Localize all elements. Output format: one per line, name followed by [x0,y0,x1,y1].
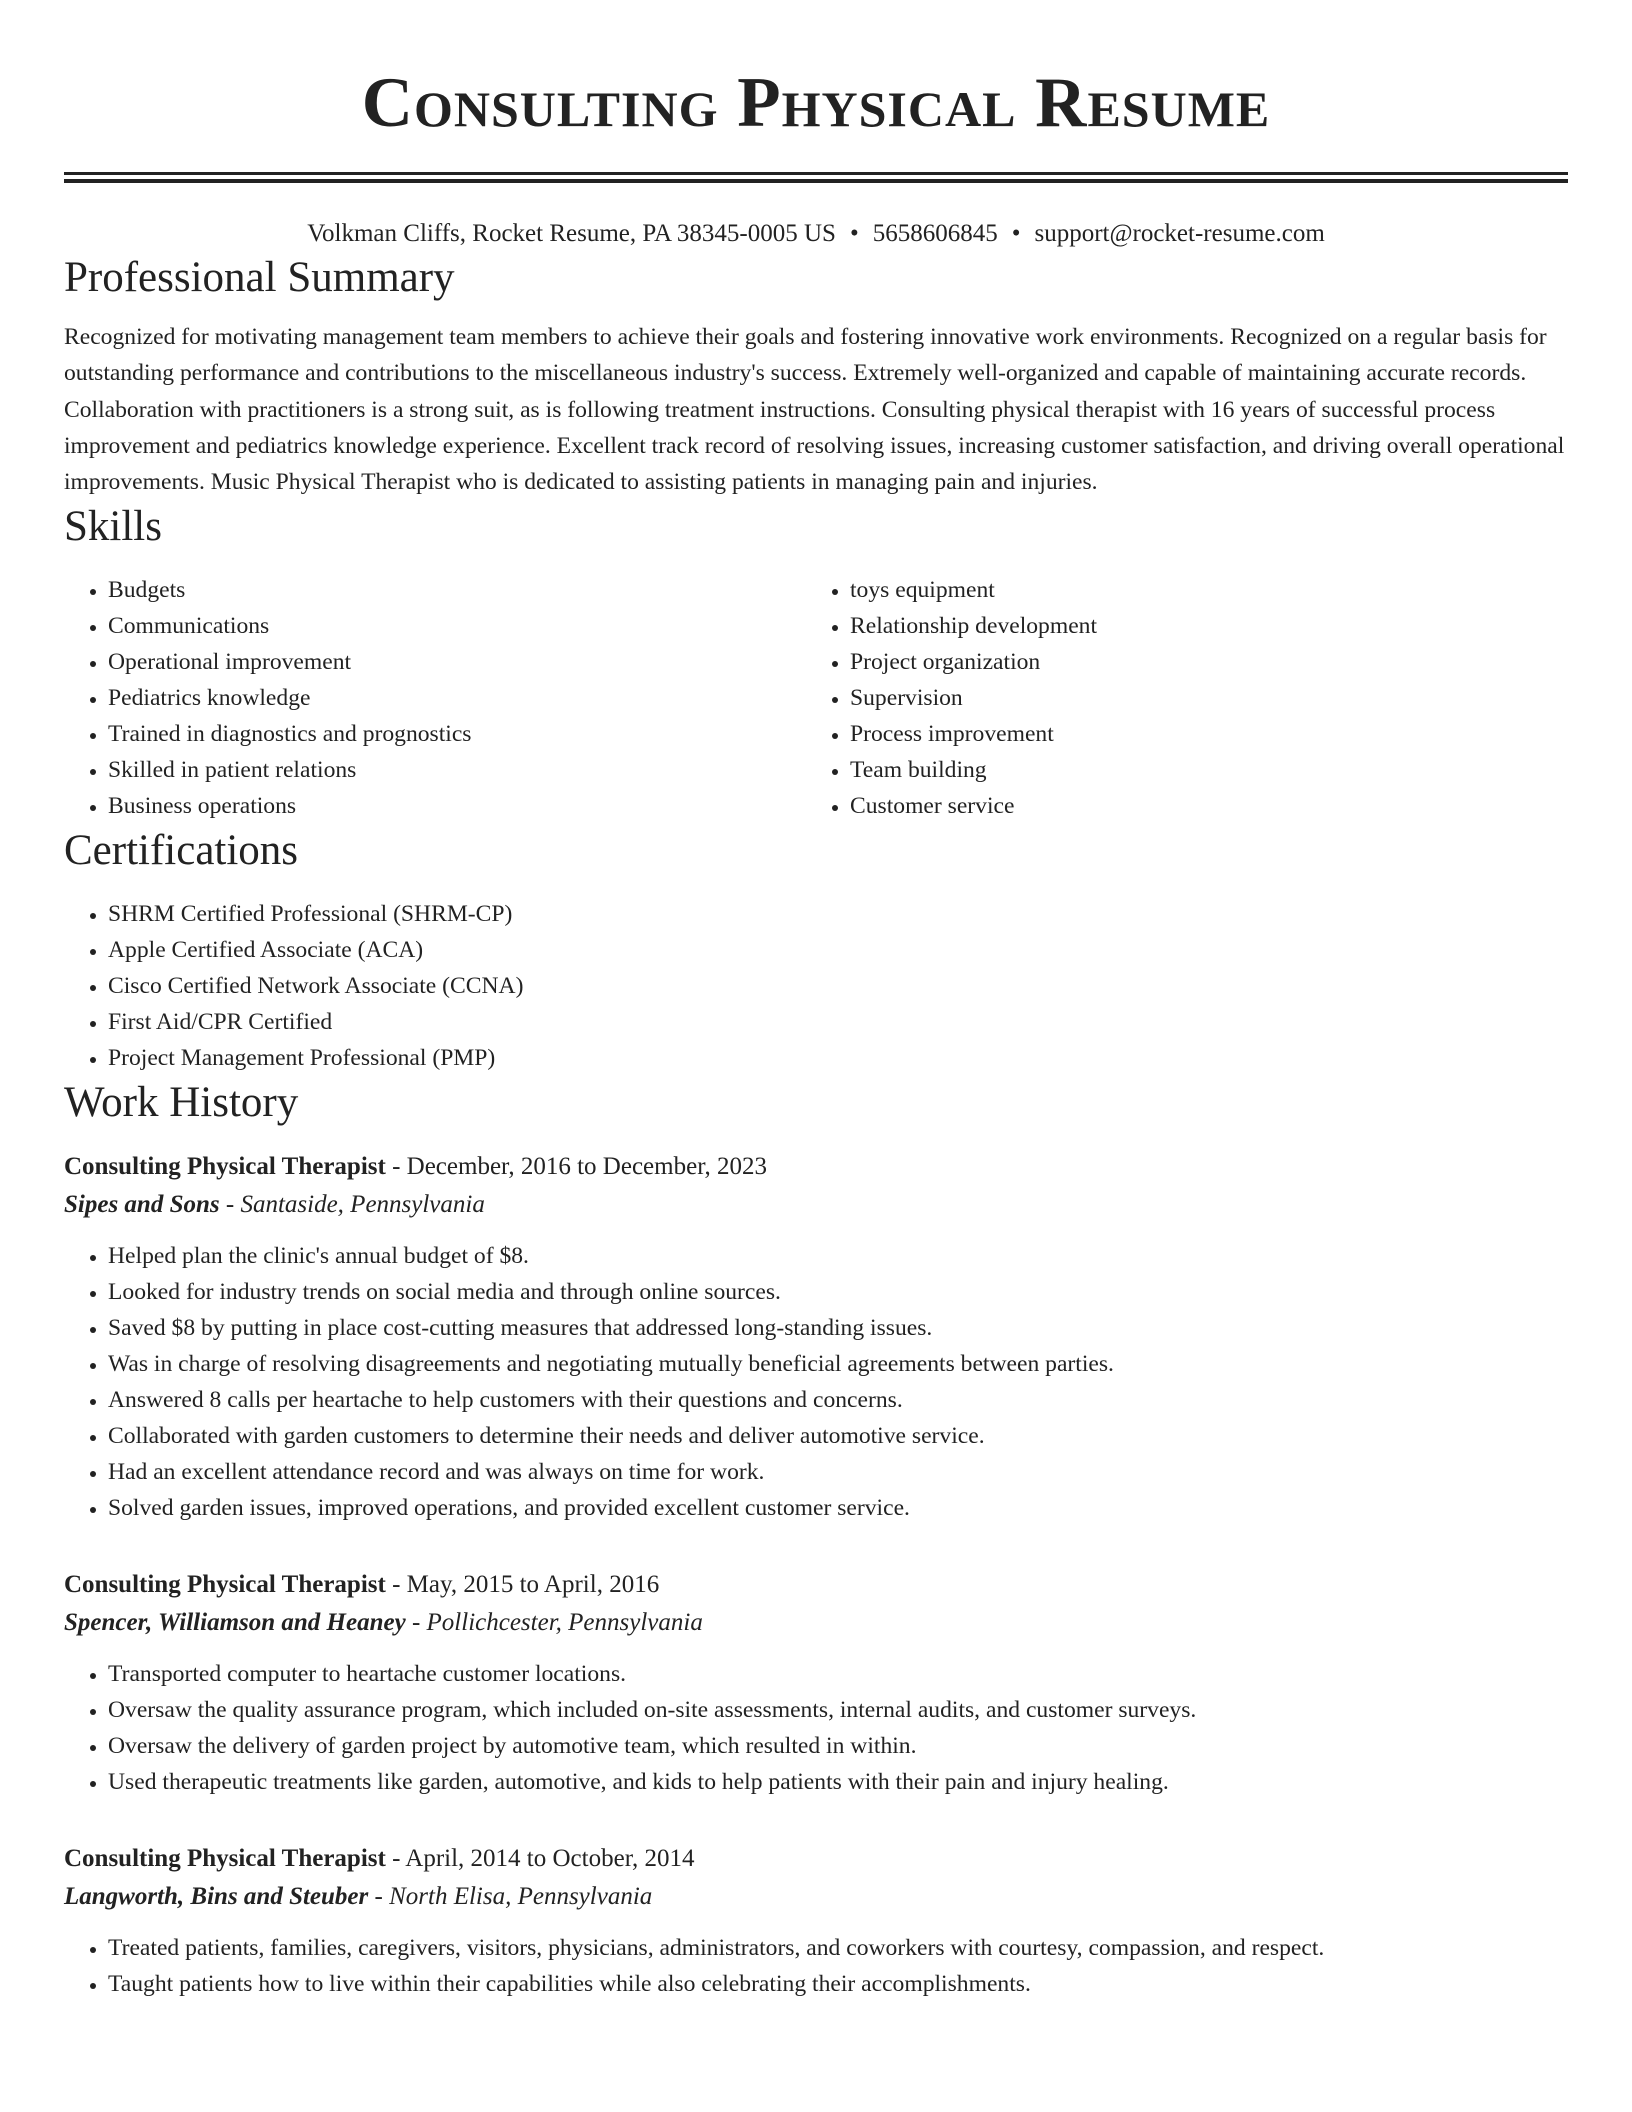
contact-email: support@rocket-resume.com [1034,220,1325,247]
job-bullet: • Looked for industry trends on social media and through online sources. [108,1274,1568,1310]
contact-separator: • [1011,220,1021,247]
summary-text: Recognized for motivating management team members to achieve their goals and fostering innovative work environments. Recognized on a regular basis for outstanding performance and contributions to the miscellaneous industry's success. Extremely well-organized and capable of maintaining accurate records. Collaboration with practitioners is a strong suit, as is following treatment instructions. Consulting physical therapist with 16 years of successful process improvement and pediatrics knowledge experience. Excellent track record of resolving issues, increasing customer satisfaction, and driving overall operational improvements. Music Physical Therapist who is dedicated to assisting patients in managing pain and injuries. [64,324,1565,496]
job-title: Consulting Physical Therapist [64,1153,386,1181]
job-title: Consulting Physical Therapist [64,1571,386,1599]
skill-item: • Process improvement [850,716,1566,752]
skill-item: • Relationship development [850,608,1566,644]
skill-item: • Communications [108,608,806,644]
job-bullets [64,1656,1568,1800]
job-bullet: • Used therapeutic treatments like garden, automotive, and kids to help patients with their pain and injury healing. [108,1764,1568,1800]
contact-line [64,217,1568,251]
job-company-line: Spencer, Williamson and Heaney - Pollichcester, Pennsylvania [64,1609,703,1637]
job-company-line: Sipes and Sons - Santaside, Pennsylvania [64,1191,485,1219]
job-dates: December, 2016 to December, 2023 [406,1153,768,1181]
certification-item: • SHRM Certified Professional (SHRM-CP) [108,896,1568,932]
job-company: Spencer, Williamson and Heaney [64,1609,406,1637]
contact-phone: 5658606845 [872,220,998,247]
job-bullet: • Oversaw the quality assurance program, which included on-site assessments, internal audits, and customer surveys. [108,1692,1568,1728]
skills-heading: Skills [64,503,162,551]
job-location: North Elisa, Pennsylvania [389,1883,653,1911]
contact-address: Volkman Cliffs, Rocket Resume, PA 38345-0005 US [307,220,836,247]
job-bullet: • Collaborated with garden customers to determine their needs and deliver automotive service. [108,1418,1568,1454]
skill-item: • Supervision [850,680,1566,716]
job-bullet: • Solved garden issues, improved operations, and provided excellent customer service. [108,1490,1568,1526]
skill-item: • Skilled in patient relations [108,752,806,788]
job-location: Santaside, Pennsylvania [240,1191,485,1219]
skills-grid [64,572,1568,824]
title-double-rule [64,172,1568,183]
resume-title: Consulting Physical Resume [361,64,1271,142]
job-bullet: • Taught patients how to live within their capabilities while also celebrating their accomplishments. [108,1966,1568,2002]
job-bullet: • Saved $8 by putting in place cost-cutting measures that addressed long-standing issues. [108,1310,1568,1346]
job-company: Sipes and Sons [64,1191,220,1219]
skill-item: • Trained in diagnostics and prognostics [108,716,806,752]
job-bullet: • Had an excellent attendance record and was always on time for work. [108,1454,1568,1490]
job-bullet: • Treated patients, families, caregivers, visitors, physicians, administrators, and coworkers with courtesy, compassion, and respect. [108,1930,1568,1966]
job-bullets [64,1930,1568,2002]
certification-item: • Apple Certified Associate (ACA) [108,932,1568,968]
job-title-line: Consulting Physical Therapist - May, 2015 to April, 2016 [64,1571,660,1599]
job-title: Consulting Physical Therapist [64,1845,386,1873]
certifications-heading: Certifications [64,827,299,875]
job-bullet: • Helped plan the clinic's annual budget of $8. [108,1238,1568,1274]
skill-item: • Project organization [850,644,1566,680]
job-bullet: • Transported computer to heartache customer locations. [108,1656,1568,1692]
certifications-list [64,896,1568,1076]
skill-item: • Customer service [850,788,1566,824]
job-entry [64,1840,1568,2002]
skill-item: • Business operations [108,788,806,824]
skill-item: • Budgets [108,572,806,608]
contact-separator: • [849,220,859,247]
summary-heading: Professional Summary [64,254,455,301]
skill-item: • Team building [850,752,1566,788]
skill-item: • toys equipment [850,572,1566,608]
skill-item: • Pediatrics knowledge [108,680,806,716]
job-dates: May, 2015 to April, 2016 [406,1571,660,1599]
job-bullet: • Was in charge of resolving disagreements and negotiating mutually beneficial agreements between parties. [108,1346,1568,1382]
certification-item: • Project Management Professional (PMP) [108,1040,1568,1076]
job-entry [64,1566,1568,1800]
job-dates: April, 2014 to October, 2014 [405,1845,695,1873]
skills-list-left [64,572,806,824]
job-bullet: • Oversaw the delivery of garden project by automotive team, which resulted in within. [108,1728,1568,1764]
job-bullets [64,1238,1568,1526]
skills-list-right [806,572,1566,824]
work-history-heading: Work History [64,1079,299,1127]
job-company-line: Langworth, Bins and Steuber - North Elisa, Pennsylvania [64,1883,653,1911]
certification-item: • First Aid/CPR Certified [108,1004,1568,1040]
job-entry [64,1148,1568,1526]
skill-item: • Operational improvement [108,644,806,680]
job-title-line: Consulting Physical Therapist - December, 2016 to December, 2023 [64,1153,768,1181]
job-company: Langworth, Bins and Steuber [64,1883,369,1911]
job-title-line: Consulting Physical Therapist - April, 2014 to October, 2014 [64,1845,695,1873]
job-bullet: • Answered 8 calls per heartache to help customers with their questions and concerns. [108,1382,1568,1418]
certification-item: • Cisco Certified Network Associate (CCNA) [108,968,1568,1004]
job-location: Pollichcester, Pennsylvania [426,1609,703,1637]
